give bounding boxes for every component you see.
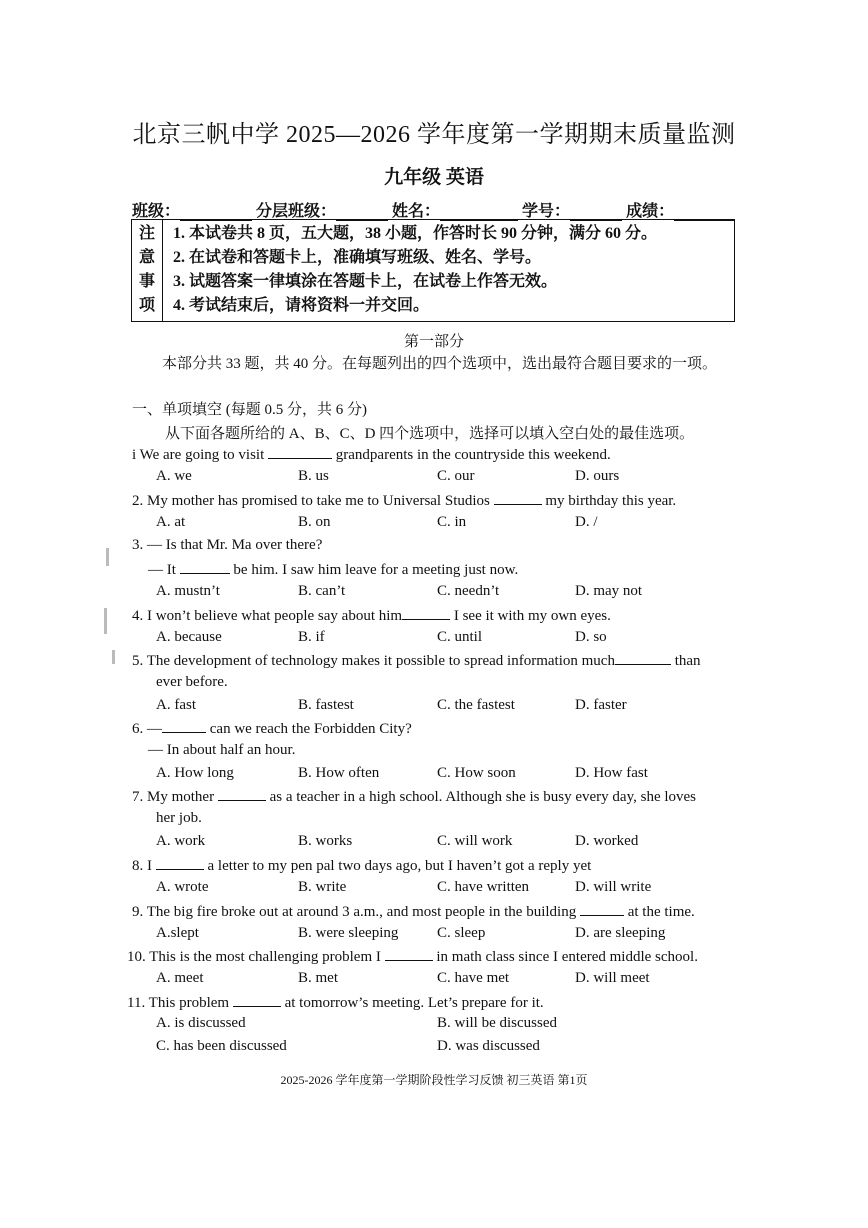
student-info-line [132,198,740,221]
notice-item: 3. 试题答案一律填涂在答题卡上，在试卷上作答无效。 [173,273,558,290]
option-d: D. will meet [575,970,650,986]
question-text: We are going to visit [139,447,269,463]
option-c: C. How soon [437,765,516,781]
question-1 [132,445,611,464]
question-3-reply [148,560,518,579]
part-description: 本部分共 33 题，共 40 分。在每题列出的四个选项中，选出最符合题目要求的一项。 [162,356,718,372]
option-a: A. because [156,629,222,645]
option-c: C. in [437,514,467,530]
option-d: D. so [575,629,607,645]
question-text: 4. I won’t believe what people say about him [132,608,403,624]
question-7 [132,787,696,806]
question-6-reply: — In about half an hour. [148,742,296,758]
option-d: D. are sleeping [575,925,666,941]
question-3 [132,537,322,554]
exam-title: 北京三帆中学 2025—2026 学年度第一学期期末质量监测 [132,122,736,148]
question-text: at tomorrow’s meeting. Let’s prepare for it. [280,995,544,1011]
question-text: at the time. [623,904,695,920]
question-9 [132,902,695,921]
option-b: B. on [298,514,331,530]
option-b: B. will be discussed [437,1015,557,1031]
answer-blank [402,606,450,620]
question-text: can we reach the Forbidden City? [206,721,412,737]
class-label: 班级： [132,203,181,220]
notice-item: 2. 在试卷和答题卡上，准确填写班级、姓名、学号。 [173,249,542,266]
question-text: 6. — [132,721,162,737]
question-11 [127,993,544,1012]
question-text: a letter to my pen pal two days ago, but I haven’t got a reply yet [203,858,592,874]
option-b: B. write [298,879,347,895]
option-b: B. fastest [298,697,354,713]
question-10 [127,947,698,966]
question-text: in math class since I entered middle school. [432,949,698,965]
option-c: C. the fastest [437,697,515,713]
question-text: 11. This problem [127,995,233,1011]
option-c: C. until [437,629,483,645]
question-5-continued: ever before. [156,674,228,690]
question-text: as a teacher in a high school. Although she is busy every day, she loves [265,789,697,805]
option-b: B. How often [298,765,380,781]
notice-item: 1. 本试卷共 8 页，五大题，38 小题，作答时长 90 分钟，满分 60 分。 [173,225,658,242]
option-a: A. at [156,514,186,530]
notice-label-char: 意 [138,249,155,266]
notice-label-char: 事 [138,273,155,290]
notice-label-char: 注 [138,225,155,242]
question-text: my birthday this year. [541,493,677,509]
question-text: — It [148,562,180,578]
question-text: be him. I saw him leave for a meeting just now. [229,562,519,578]
question-text: than [670,653,701,669]
question-6 [132,719,412,738]
answer-blank [580,902,624,916]
question-text: 10. This is the most challenging problem I [127,949,385,965]
option-c: C. sleep [437,925,486,941]
option-b: B. if [298,629,325,645]
answer-blank [233,993,281,1007]
notice-label-char: 项 [138,297,155,314]
option-d: D. was discussed [437,1038,540,1054]
option-b: B. can’t [298,583,346,599]
question-text: 9. The big fire broke out at around 3 a.m., and most people in the building [132,904,580,920]
scan-mark [106,548,109,566]
option-d: D. faster [575,697,627,713]
question-text: I see it with my own eyes. [450,608,611,624]
option-a: A. mustn’t [156,583,220,599]
option-d: D. / [575,514,598,530]
answer-blank [180,560,230,574]
question-text: 7. My mother [132,789,218,805]
question-text: 2. My mother has promised to take me to Universal Studios [132,493,494,509]
option-b: B. met [298,970,338,986]
question-5 [132,651,701,670]
name-label: 姓名： [392,203,441,220]
option-d: D. will write [575,879,652,895]
question-text: 3. — Is that Mr. Ma over there? [132,537,323,553]
level-class-label: 分层班级： [256,203,337,220]
option-a: A. is discussed [156,1015,246,1031]
option-a: A. meet [156,970,204,986]
option-a: A.slept [156,925,199,941]
notice-box [131,219,735,322]
exam-subtitle: 九年级 英语 [384,167,484,188]
scan-mark [104,608,107,634]
option-c: C. will work [437,833,513,849]
page-footer: 2025-2026 学年度第一学期阶段性学习反馈 初三英语 第1页 [280,1073,588,1087]
option-a: A. wrote [156,879,209,895]
option-d: D. How fast [575,765,648,781]
answer-blank [385,947,433,961]
notice-item: 4. 考试结束后，请将资料一并交回。 [173,297,430,314]
option-b: B. were sleeping [298,925,399,941]
scan-mark [112,650,115,664]
question-2 [132,491,676,510]
question-number: i [132,447,137,463]
answer-blank [268,445,332,459]
option-d: D. worked [575,833,639,849]
answer-blank [494,491,542,505]
notice-label-column [132,220,163,321]
option-a: A. How long [156,765,234,781]
answer-blank [218,787,266,801]
option-c: C. have met [437,970,510,986]
part-title: 第一部分 [403,334,464,350]
question-4 [132,606,611,625]
option-c: C. needn’t [437,583,500,599]
option-b: B. us [298,468,329,484]
question-8 [132,856,591,875]
answer-blank [162,719,206,733]
question-text: grandparents in the countryside this weekend. [332,447,611,463]
option-b: B. works [298,833,353,849]
score-label: 成绩： [626,203,675,220]
option-a: A. work [156,833,206,849]
option-c: C. have written [437,879,530,895]
answer-blank [156,856,204,870]
answer-blank [615,651,671,665]
notice-items [163,220,734,321]
option-c: C. has been discussed [156,1038,287,1054]
section-title: 一、单项填空 (每题 0.5 分，共 6 分) [132,402,367,418]
section-description: 从下面各题所给的 A、B、C、D 四个选项中，选择可以填入空白处的最佳选项。 [165,426,695,442]
question-text: 5. The development of technology makes it possible to spread information much [132,653,615,669]
student-id-label: 学号： [522,203,571,220]
option-a: A. we [156,468,192,484]
question-7-continued: her job. [156,810,202,826]
option-d: D. may not [575,583,643,599]
question-text: 8. I [132,858,156,874]
option-d: D. ours [575,468,620,484]
option-c: C. our [437,468,475,484]
option-a: A. fast [156,697,196,713]
